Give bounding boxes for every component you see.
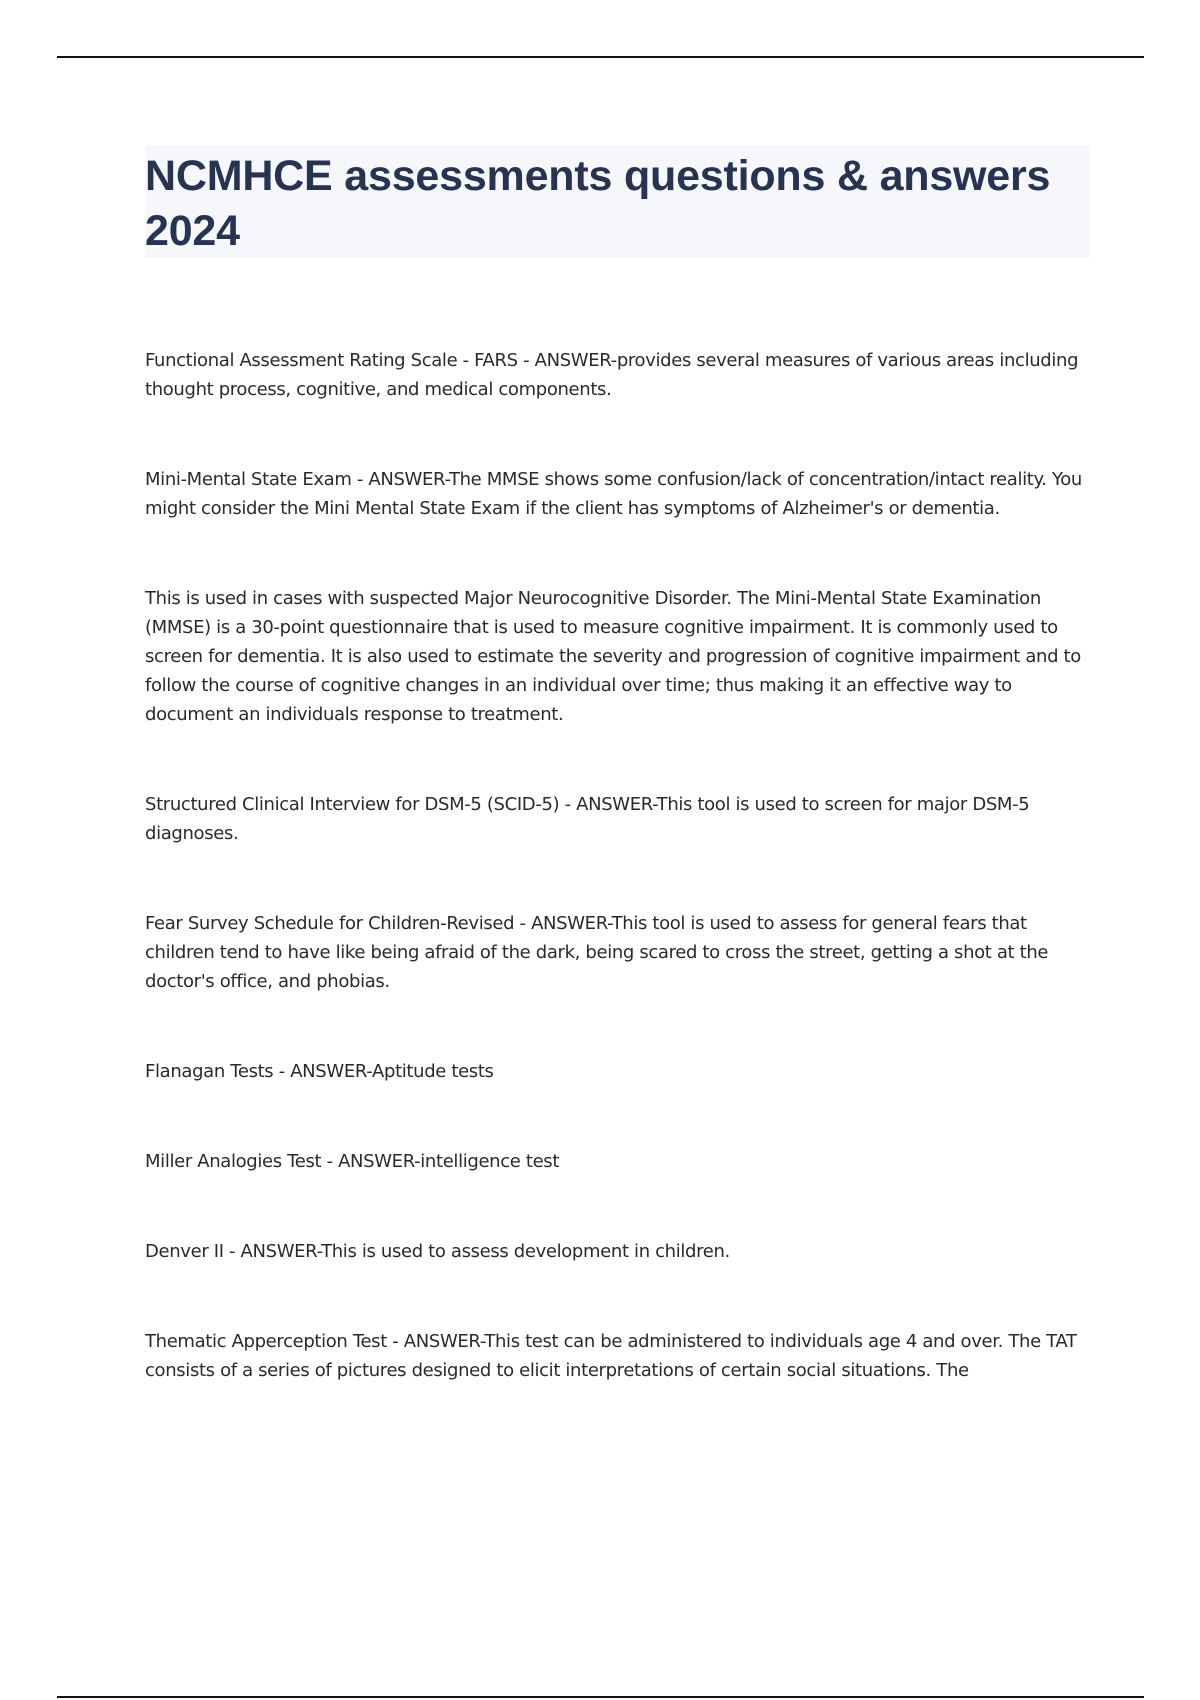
- qa-entry-scid-5: Structured Clinical Interview for DSM-5 (SCID-5) - ANSWER-This tool is used to screen for major DSM-5 diagnoses.: [145, 794, 1030, 844]
- qa-entry-fear-survey: Fear Survey Schedule for Children-Revised - ANSWER-This tool is used to assess for general fears that children tend to have like being afraid of the dark, being scared to cross the street, getting a shot at the doctor's office, and phobias.: [145, 913, 1049, 992]
- qa-entry-mmse-detail: This is used in cases with suspected Major Neurocognitive Disorder. The Mini-Mental State Examination (MMSE) is a 30-point questionnaire that is used to measure cognitive impairment. It is commonly used to screen for dementia. It is also used to estimate the severity and progression of cognitive impairment and to follow the course of cognitive changes in an individual over time; thus making it an effective way to document an individuals response to treatment.: [145, 588, 1081, 725]
- qa-list: [145, 346, 1085, 1446]
- qa-entry-miller: Miller Analogies Test - ANSWER-intelligence test: [145, 1151, 560, 1172]
- qa-entry-denver: Denver II - ANSWER-This is used to assess development in children.: [145, 1241, 730, 1262]
- document-title: NCMHCE assessments questions & answers 2024: [145, 152, 1051, 255]
- qa-entry-mmse: Mini-Mental State Exam - ANSWER-The MMSE shows some confusion/lack of concentration/intact reality. You might consider the Mini Mental State Exam if the client has symptoms of Alzheimer's or dementia.: [145, 469, 1082, 519]
- title-block: [145, 145, 1090, 257]
- qa-entry-fars: Functional Assessment Rating Scale - FARS - ANSWER-provides several measures of various areas including thought process, cognitive, and medical components.: [145, 350, 1079, 400]
- footer-rule: [57, 1696, 1144, 1698]
- qa-entry-flanagan: Flanagan Tests - ANSWER-Aptitude tests: [145, 1061, 494, 1082]
- header-rule: [57, 56, 1144, 58]
- qa-entry-tat: Thematic Apperception Test - ANSWER-This test can be administered to individuals age 4 and over. The TAT consists of a series of pictures designed to elicit interpretations of certain social situations. The: [145, 1331, 1077, 1381]
